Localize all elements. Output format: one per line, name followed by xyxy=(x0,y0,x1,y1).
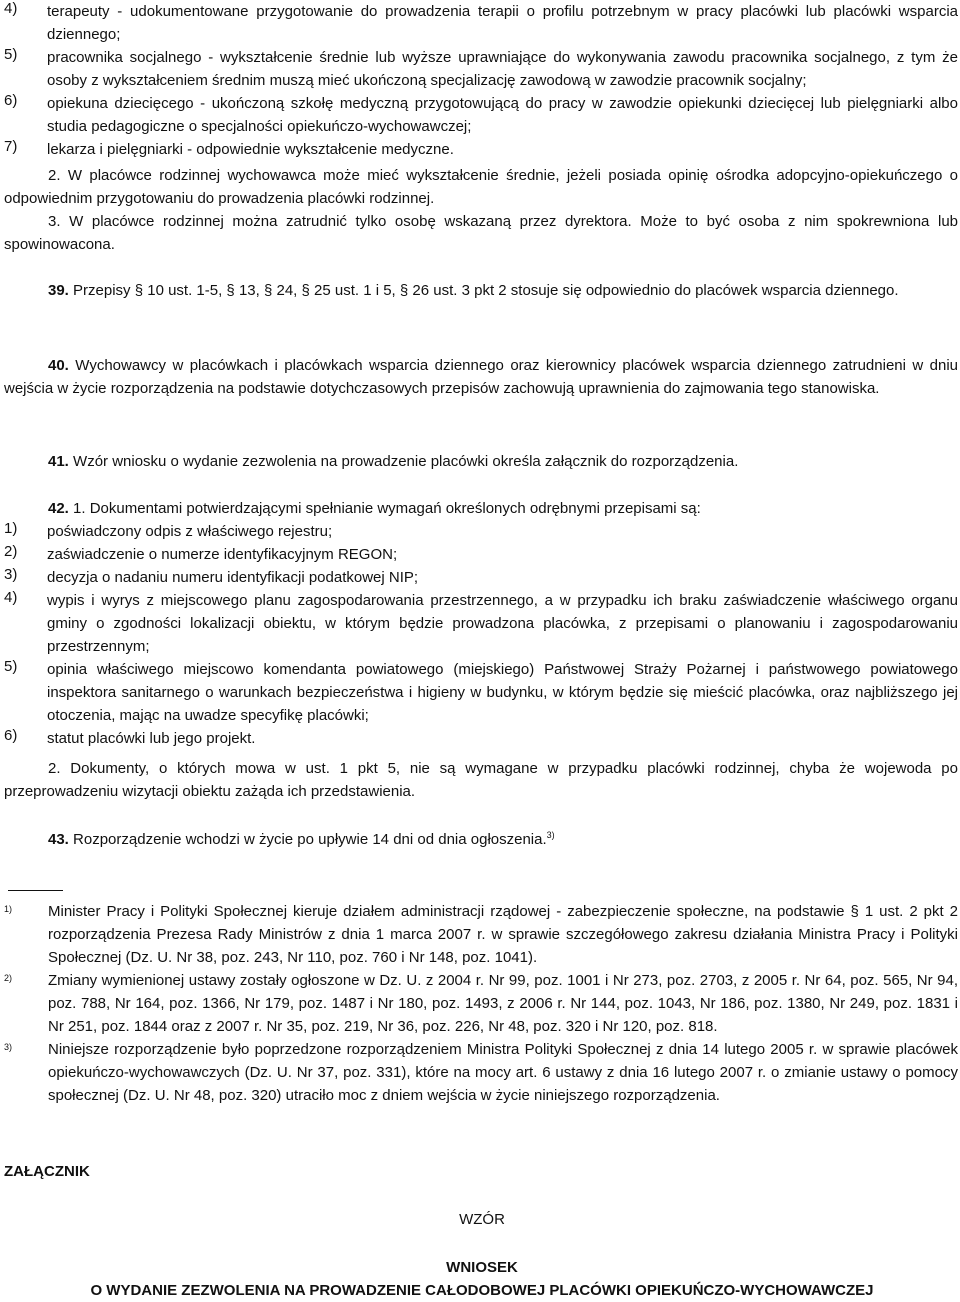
item-number: 6) xyxy=(4,92,18,109)
paragraph-3: 3. W placówce rodzinnej można zatrudnić tylko osobę wskazaną przez dyrektora. Może to być osoba z nim spokrewniona lub spowinowacona. xyxy=(4,213,958,253)
list-item xyxy=(0,566,960,589)
qualifications-list xyxy=(0,0,960,161)
footnote-text: Niniejsze rozporządzenie było poprzedzone rozporządzeniem Ministra Polityki Społecznej z dnia 14 lutego 2005 r. w sprawie placówek opiekuńczo-wychowawczych (Dz. U. Nr 37, poz. 331), które na mocy art. 6 ustawy z dnia 16 lutego 2007 r. o zmianie ustawy o pomocy społecznej (Dz. U. Nr 48, poz. 320) utraciło moc z dniem wejścia w życie niniejszego rozporządzenia. xyxy=(48,1041,958,1104)
footnote-mark: 3) xyxy=(4,1042,13,1052)
item-number: 1) xyxy=(4,520,18,537)
item-number: 6) xyxy=(4,727,18,744)
section-text: Wychowawcy w placówkach i placówkach wsparcia dziennego oraz kierownicy placówek wsparcia dziennego zatrudnieni w dniu wejścia w życie rozporządzenia na podstawie dotychczasowych przepisów zachowują uprawnienia do zajmowania tego stanowiska. xyxy=(4,357,959,397)
section-39 xyxy=(0,279,960,302)
item-text: decyzja o nadaniu numeru identyfikacji podatkowej NIP; xyxy=(47,569,419,586)
section-number: 43. xyxy=(48,831,69,848)
footnote-separator xyxy=(8,890,63,891)
section-42-paragraph-2: 2. Dokumenty, o których mowa w ust. 1 pkt 5, nie są wymagane w przypadku placówki rodzinnej, chyba że wojewoda po przeprowadzeniu wizytacji obiektu zażąda ich przedstawienia. xyxy=(4,760,958,800)
section-43 xyxy=(0,828,960,851)
section-text: Przepisy § 10 ust. 1-5, § 13, § 24, § 25 ust. 1 i 5, § 26 ust. 3 pkt 2 stosuje się odpowiednio do placówek wsparcia dziennego. xyxy=(73,282,899,299)
section-number: 40. xyxy=(48,357,69,374)
footnote-mark: 2) xyxy=(4,973,13,983)
item-number: 2) xyxy=(4,543,18,560)
section-42 xyxy=(0,497,960,520)
item-text: opiekuna dziecięcego - ukończoną szkołę medyczną przygotowującą do pracy w zawodzie opiekunki dziecięcej lub pielęgniarki albo studia pedagogiczne o specjalności opiekuńczo-wychowawczej; xyxy=(47,95,958,135)
footnote xyxy=(0,969,960,1038)
footnote-mark: 1) xyxy=(4,904,13,914)
item-text: lekarza i pielęgniarki - odpowiednie wykształcenie medyczne. xyxy=(47,141,454,158)
section-text: Rozporządzenie wchodzi w życie po upływie 14 dni od dnia ogłoszenia. xyxy=(73,831,547,848)
item-number: 4) xyxy=(4,0,18,17)
section-text: 1. Dokumentami potwierdzającymi spełnianie wymagań określonych odrębnymi przepisami są: xyxy=(73,500,701,517)
item-text: poświadczony odpis z właściwego rejestru; xyxy=(47,523,333,540)
documents-list xyxy=(0,520,960,750)
section-40 xyxy=(0,354,960,400)
list-item xyxy=(0,543,960,566)
item-number: 5) xyxy=(4,46,18,63)
annex-heading: ZAŁĄCZNIK xyxy=(4,1163,90,1180)
footnote-text: Minister Pracy i Polityki Społecznej kieruje działem administracji rządowej - zabezpieczenie społeczne, na podstawie § 1 ust. 2 pkt 2 rozporządzenia Prezesa Rady Ministrów z dnia 1 marca 2007 r. w sprawie szczegółowego zakresu działania Ministra Pracy i Polityki Społecznej (Dz. U. Nr 38, poz. 243, Nr 110, poz. 760 i Nr 148, poz. 1041). xyxy=(48,903,958,966)
list-item xyxy=(0,520,960,543)
item-number: 4) xyxy=(4,589,18,606)
list-item xyxy=(0,46,960,92)
item-text: terapeuty - udokumentowane przygotowanie do prowadzenia terapii o profilu potrzebnym w pracy placówki lub placówki wsparcia dziennego; xyxy=(47,3,958,43)
item-text: opinia właściwego miejscowo komendanta powiatowego (miejskiego) Państwowej Straży Pożarnej i państwowego powiatowego inspektora sanitarnego o warunkach bezpieczeństwa i higieny w budynku, w którym będzie się mieścić placówka, oraz najbliższego jej otoczenia, mając na uwadze specyfikę placówki; xyxy=(47,661,958,724)
footnote xyxy=(0,1038,960,1107)
list-item xyxy=(0,727,960,750)
paragraph-2: 2. W placówce rodzinnej wychowawca może mieć wykształcenie średnie, jeżeli posiada opinię ośrodka adopcyjno-opiekuńczego o odpowiednim przygotowaniu do prowadzenia placówki rodzinnej. xyxy=(4,167,958,207)
list-item xyxy=(0,92,960,138)
footnotes xyxy=(0,900,960,1107)
annex-application-title: WNIOSEK xyxy=(446,1259,518,1276)
item-text: pracownika socjalnego - wykształcenie średnie lub wyższe uprawniające do wykonywania zawodu pracownika socjalnego, z tym że osoby z wykształceniem średnim muszą mieć ukończoną specjalizację zawodową w zawodzie pracownik socjalny; xyxy=(47,49,958,89)
item-text: statut placówki lub jego projekt. xyxy=(47,730,256,747)
item-number: 7) xyxy=(4,138,18,155)
list-item xyxy=(0,658,960,727)
item-text: wypis i wyrys z miejscowego planu zagospodarowania przestrzennego, a w przypadku ich braku zaświadczenie właściwego organu gminy o zgodności lokalizacji obiektu, w którym będzie prowadzona placówka, z przepisami o planowaniu i zagospodarowaniu przestrzennym; xyxy=(47,592,958,655)
item-number: 3) xyxy=(4,566,18,583)
section-number: 39. xyxy=(48,282,69,299)
annex-template-label: WZÓR xyxy=(459,1211,505,1228)
section-text: Wzór wniosku o wydanie zezwolenia na prowadzenie placówki określa załącznik do rozporządzenia. xyxy=(73,453,739,470)
footnote-text: Zmiany wymienionej ustawy zostały ogłoszone w Dz. U. z 2004 r. Nr 99, poz. 1001 i Nr 273, poz. 2703, z 2005 r. Nr 64, poz. 565, Nr 94, poz. 788, Nr 164, poz. 1366, Nr 179, poz. 1487 i Nr 180, poz. 1493, z 2006 r. Nr 144, poz. 1043, Nr 186, poz. 1380, Nr 249, poz. 1831 i Nr 251, poz. 1844 oraz z 2007 r. Nr 35, poz. 219, Nr 36, poz. 226, Nr 48, poz. 320 i Nr 120, poz. 818. xyxy=(48,972,958,1035)
item-number: 5) xyxy=(4,658,18,675)
annex-application-subtitle: O WYDANIE ZEZWOLENIA NA PROWADZENIE CAŁODOBOWEJ PLACÓWKI OPIEKUŃCZO-WYCHOWAWCZEJ xyxy=(90,1282,874,1299)
footnote xyxy=(0,900,960,969)
section-number: 42. xyxy=(48,500,69,517)
list-item xyxy=(0,0,960,46)
section-number: 41. xyxy=(48,453,69,470)
section-41 xyxy=(0,450,960,473)
list-item xyxy=(0,589,960,658)
item-text: zaświadczenie o numerze identyfikacyjnym REGON; xyxy=(47,546,398,563)
list-item xyxy=(0,138,960,161)
footnote-reference: 3) xyxy=(546,830,555,840)
